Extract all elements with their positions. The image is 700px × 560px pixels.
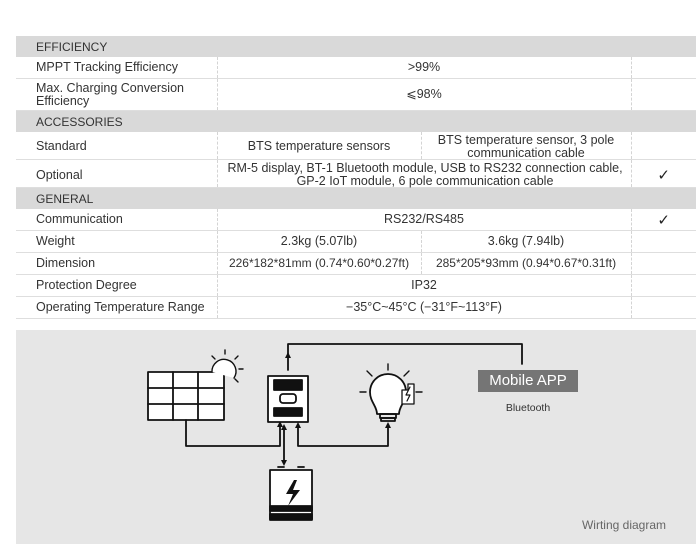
row-temperature [16, 297, 696, 319]
section-title: GENERAL [36, 192, 94, 206]
row-label: Standard [36, 139, 87, 153]
row-value: BTS temperature sensor, 3 pole communication cable [437, 133, 615, 160]
row-value: >99% [407, 60, 441, 74]
row-label: Operating Temperature Range [36, 300, 205, 314]
row-communication [16, 209, 696, 231]
row-protection [16, 275, 696, 297]
row-mppt [16, 57, 696, 79]
row-value: ⩽98% [406, 87, 442, 101]
diagram-caption: Wirting diagram [581, 518, 666, 532]
row-label: Dimension [36, 256, 96, 270]
solar-panel-icon [148, 372, 224, 420]
row-dimension [16, 253, 696, 275]
bluetooth-label: Bluetooth [505, 402, 551, 414]
row-label: MPPT Tracking Efficiency [36, 60, 178, 74]
row-value: 226*182*81mm (0.74*0.60*0.27ft) [228, 256, 410, 270]
row-value: BTS temperature sensors [247, 139, 391, 153]
wiring-diagram-art [16, 330, 696, 544]
light-bulb-icon [360, 364, 422, 421]
row-label: Weight [36, 234, 75, 248]
row-value: 2.3kg (5.07lb) [280, 234, 358, 248]
section-accessories [16, 111, 696, 132]
row-value: 3.6kg (7.94lb) [487, 234, 565, 248]
section-general [16, 188, 696, 209]
row-optional [16, 160, 696, 188]
row-value: RS232/RS485 [384, 212, 464, 226]
check-icon: ✓ [657, 167, 670, 184]
row-standard [16, 132, 696, 160]
row-value: −35°C~45°C (−31°F~113°F) [346, 300, 502, 314]
row-label: Protection Degree [36, 278, 137, 292]
row-value: RM-5 display, BT-1 Bluetooth module, USB to RS232 connection cable, GP-2 IoT module, 6 pole communication cable [227, 161, 623, 188]
section-efficiency [16, 36, 696, 57]
row-label: Max. Charging Conversion Efficiency [36, 81, 184, 108]
row-value: IP32 [411, 278, 437, 292]
mobile-app-label: Mobile APP [478, 370, 578, 392]
row-weight [16, 231, 696, 253]
row-label: Optional [36, 168, 83, 182]
section-title: ACCESSORIES [36, 115, 123, 129]
spec-table [16, 36, 696, 319]
check-icon: ✓ [657, 212, 670, 229]
row-value: 285*205*93mm (0.94*0.67*0.31ft) [435, 256, 617, 270]
charge-controller-icon [268, 376, 308, 422]
row-label: Communication [36, 212, 123, 226]
wiring-diagram [16, 330, 696, 544]
row-charging [16, 79, 696, 111]
section-title: EFFICIENCY [36, 40, 108, 54]
battery-icon [270, 467, 312, 520]
